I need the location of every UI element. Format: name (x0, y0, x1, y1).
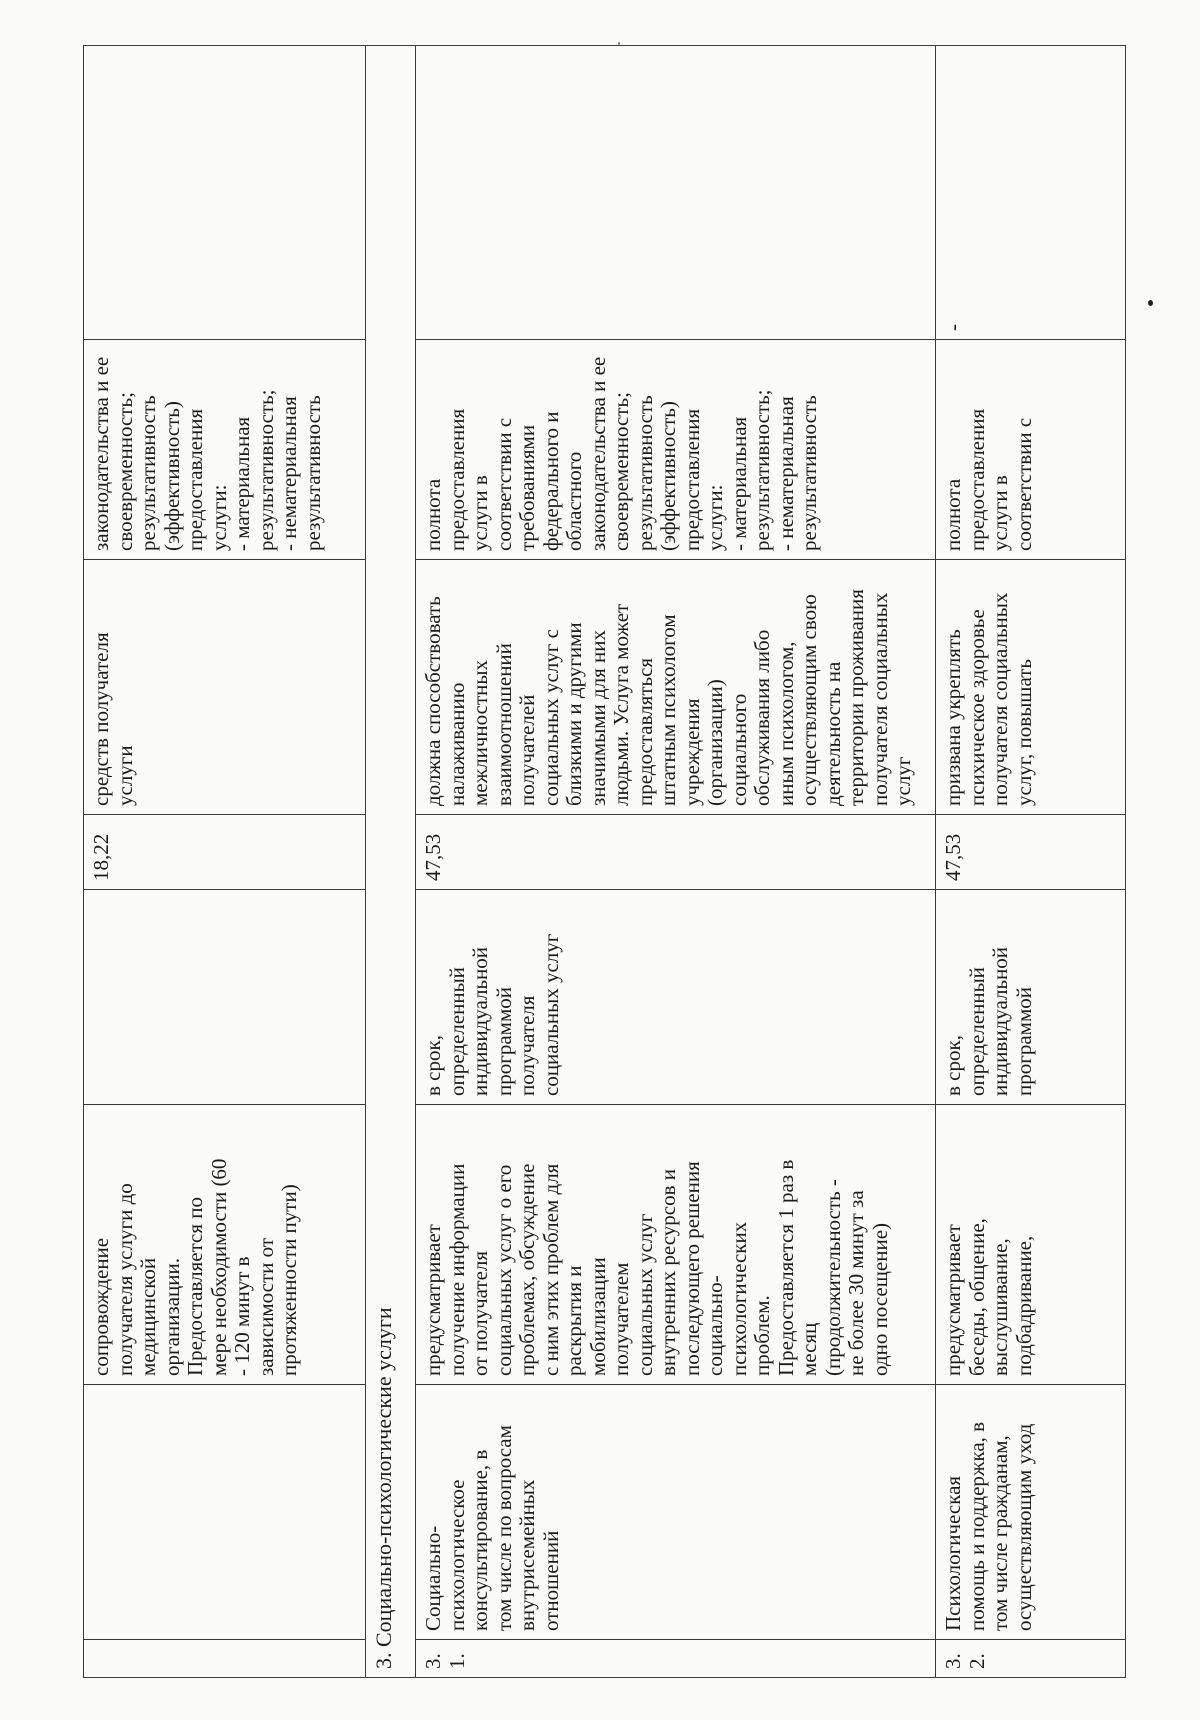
cell-indicators: полнота предоставления услуги в соответствии с требованиями федерального и областного законодательства и ее своевременность; результативность (эффективность) предоставления услуги: - материальная результативность; - нематериальная результативность (416, 340, 936, 560)
cell-number: 3.2. (936, 1640, 1126, 1678)
cell-description: предусматривает беседы, общение, выслушивание, подбадривание, (936, 1105, 1126, 1385)
section-title: 3. Социально-психологические услуги (366, 46, 416, 1678)
cell-description: сопровождение получателя услуги до медицинской организации. Предоставляется по мере необходимости (60 - 120 минут в зависимости от протяженности пути) (84, 1105, 366, 1385)
cell-conditions: призвана укреплять психическое здоровье получателя социальных услуг, повышать (936, 560, 1126, 815)
cell-name (84, 1385, 366, 1640)
cell-indicators: полнота предоставления услуги в соответствии с (936, 340, 1126, 560)
cell-term (84, 890, 366, 1105)
cell-indicators: законодательства и ее своевременность; результативность (эффективность) предоставления услуги: - материальная результативность; - нематериальная результативность (84, 340, 366, 560)
cell-note (416, 46, 936, 340)
scan-speck (618, 42, 620, 45)
services-table (83, 45, 1126, 1678)
scan-speck (1148, 300, 1153, 306)
cell-price: 47,53 (416, 815, 936, 890)
cell-name: Социально- психологическое консультирование, в том числе по вопросам внутрисемейных отношений (416, 1385, 936, 1640)
table-row (936, 46, 1126, 1678)
cell-term: в срок, определенный индивидуальной программой получателя социальных услуг (416, 890, 936, 1105)
cell-note (84, 46, 366, 340)
cell-number (84, 1640, 366, 1678)
cell-price: 47,53 (936, 815, 1126, 890)
cell-price: 18,22 (84, 815, 366, 890)
cell-name: Психологическая помощь и поддержка, в том числе гражданам, осуществляющим уход (936, 1385, 1126, 1640)
cell-description: предусматривает получение информации от получателя социальных услуг о его проблемах, обсуждение с ним этих проблем для раскрытия и мобилизации получателем социальных услуг внутренних ресурсов и последующего решения социально- психологических проблем. Предоставляется 1 раз в месяц (продолжительность - не более 30 минут за одно посещение) (416, 1105, 936, 1385)
cell-term: в срок, определенный индивидуальной программой (936, 890, 1126, 1105)
cell-conditions: средств получателя услуги (84, 560, 366, 815)
table-row (84, 46, 366, 1678)
table-row (416, 46, 936, 1678)
cell-note: - (936, 46, 1126, 340)
section-header-row (366, 46, 416, 1678)
cell-number: 3.1. (416, 1640, 936, 1678)
cell-conditions: должна способствовать налаживанию межличностных взаимоотношений получателей социальных услуг с близкими и другими значимыми для них людьми. Услуга может предоставляться штатным психологом учреждения (организации) социального обслуживания либо иным психологом, осуществляющим свою деятельность на территории проживания получателя социальных услуг (416, 560, 936, 815)
